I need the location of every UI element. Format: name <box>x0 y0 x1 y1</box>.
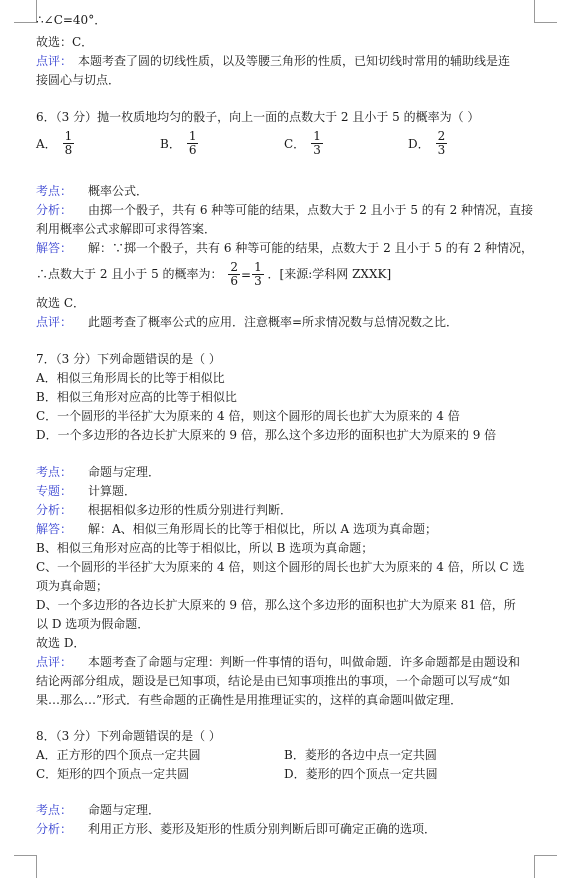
option-letter: D． <box>408 137 430 151</box>
analysis-text: 根据相似多边形的性质分别进行判断． <box>88 503 293 517</box>
q8-analysis <box>36 820 541 839</box>
fraction-denominator: 6 <box>230 274 238 288</box>
corner-mark-bottom-right <box>534 855 557 878</box>
q7-option-d: D．一个多边形的各边长扩大原来的 9 倍，那么这个多边形的面积也扩大为原来的 9 倍 <box>36 428 497 442</box>
review-line <box>36 52 541 71</box>
kp-text: 命题与定理． <box>88 803 161 817</box>
q7-topic <box>36 482 541 501</box>
q7-solution-d: D、一个多边形的各边长扩大原来的 9 倍，那么这个多边形的面积也扩大为原来 81 倍，所 <box>36 598 516 612</box>
q8-knowledge-point <box>36 801 541 820</box>
fraction <box>187 130 199 157</box>
review-text: 本题考查了命题与定理：判断一件事情的语句，叫做命题．许多命题都是由题设和 <box>88 655 521 669</box>
fraction-denominator: 8 <box>64 143 73 157</box>
analysis-text: 利用正方形、菱形及矩形的性质分别判断后即可确定正确的选项． <box>88 822 437 836</box>
option-letter: A． <box>36 137 57 151</box>
q6-option-a <box>36 130 74 157</box>
q8-option-d: D．菱形的四个顶点一定共圆 <box>284 767 438 781</box>
solution-label: 解答： <box>36 522 73 536</box>
fraction <box>252 261 264 288</box>
q7-review <box>36 653 541 672</box>
q6-option-c <box>284 130 323 157</box>
probability-equation: $\frac{2}{6}$ = $\frac{1}{3}$ <box>230 260 262 288</box>
q6-option-b <box>160 130 198 157</box>
q7-solution <box>36 520 541 539</box>
fraction-numerator: 1 <box>313 129 321 143</box>
q7-choice: 故选 D． <box>36 636 86 650</box>
q7-knowledge-point <box>36 463 541 482</box>
fraction <box>63 130 75 157</box>
kp-label: 考点： <box>36 465 73 479</box>
q7-analysis <box>36 501 541 520</box>
option-letter: B． <box>160 137 181 151</box>
analysis-label: 分析： <box>36 503 73 517</box>
q8-stem: 8．（3 分）下列命题错误的是（ ） <box>36 729 221 743</box>
q7-stem: 7．（3 分）下列命题错误的是（ ） <box>36 352 221 366</box>
fraction-numerator: 1 <box>188 129 197 143</box>
q7-solution-d-cont: 以 D 选项为假命题． <box>36 617 150 631</box>
fraction <box>228 261 240 288</box>
q6-analysis-cont: 利用概率公式求解即可求得答案． <box>36 222 217 236</box>
solution-text: 解：A、相似三角形周长的比等于相似比，所以 A 选项为真命题； <box>88 522 437 536</box>
solution-text: 解：∵掷一个骰子，共有 6 种等可能的结果，点数大于 2 且小于 5 的有 2 种情况， <box>88 241 534 255</box>
analysis-label: 分析： <box>36 822 73 836</box>
q6-stem: 6．（3 分）抛一枚质地均匀的骰子，向上一面的点数大于 2 且小于 5 的概率为（ ） <box>36 110 480 124</box>
review-label: 点评： <box>36 655 73 669</box>
fraction-denominator: 3 <box>437 143 446 157</box>
q6-review <box>36 313 541 332</box>
review-label: 点评： <box>36 54 73 68</box>
q7-solution-b: B、相似三角形对应高的比等于相似比，所以 B 选项为真命题； <box>36 541 374 555</box>
probability-prefix: ∴点数大于 2 且小于 5 的概率为： <box>36 267 223 281</box>
review-continued: 接圆心与切点． <box>36 73 121 87</box>
q7-solution-c-cont: 项为真命题； <box>36 579 109 593</box>
fraction-numerator: 2 <box>230 260 238 274</box>
corner-mark-bottom-left <box>14 855 37 878</box>
kp-text: 概率公式． <box>88 184 149 198</box>
solution-label: 解答： <box>36 241 73 255</box>
analysis-text: 由掷一个骰子，共有 6 种等可能的结果，点数大于 2 且小于 5 的有 2 种情况，直接 <box>88 203 534 217</box>
q6-choice: 故选 C． <box>36 296 85 310</box>
kp-label: 考点： <box>36 184 73 198</box>
q7-option-c: C．一个圆形的半径扩大为原来的 4 倍，则这个圆形的周长也扩大为原来的 4 倍 <box>36 409 460 423</box>
fraction-denominator: 3 <box>313 143 321 157</box>
analysis-label: 分析： <box>36 203 73 217</box>
review-label: 点评： <box>36 315 73 329</box>
angle-result: ∴∠C=40°． <box>36 13 107 27</box>
review-text: 本题考查了圆的切线性质，以及等腰三角形的性质，已知切线时常用的辅助线是连 <box>78 54 511 68</box>
corner-mark-top-left <box>14 0 37 23</box>
review-text: 此题考查了概率公式的应用．注意概率=所求情况数与总情况数之比． <box>88 315 459 329</box>
q8-option-c: C．矩形的四个顶点一定共圆 <box>36 767 190 781</box>
q7-option-b: B．相似三角形对应高的比等于相似比 <box>36 390 237 404</box>
fraction-numerator: 1 <box>64 129 73 143</box>
choice-line: 故选：C． <box>36 35 94 49</box>
q7-solution-c: C、一个圆形的半径扩大为原来的 4 倍，则这个圆形的周长也扩大为原来的 4 倍，所以 C 选 <box>36 560 525 574</box>
q6-probability-line <box>36 260 541 289</box>
option-letter: C． <box>284 137 306 151</box>
topic-label: 专题： <box>36 484 73 498</box>
fraction-denominator: 6 <box>188 143 197 157</box>
source-note: ．[来源:学科网 ZXXK] <box>267 267 392 281</box>
q7-review-cont-2: 果…那么…”形式．有些命题的正确性是用推理证实的，这样的真命题叫做定理． <box>36 693 463 707</box>
q8-option-b: B．菱形的各边中点一定共圆 <box>284 748 437 762</box>
q8-option-a: A．正方形的四个顶点一定共圆 <box>36 748 201 762</box>
fraction <box>436 130 448 157</box>
q7-option-a: A．相似三角形周长的比等于相似比 <box>36 371 225 385</box>
q7-review-cont: 结论两部分组成，题设是已知事项，结论是由已知事项推出的事项，一个命题可以写成“如 <box>36 674 511 688</box>
kp-text: 命题与定理． <box>88 465 161 479</box>
fraction-numerator: 1 <box>254 260 262 274</box>
topic-text: 计算题． <box>88 484 137 498</box>
fraction-denominator: 3 <box>254 274 262 288</box>
fraction-numerator: 2 <box>437 129 446 143</box>
kp-label: 考点： <box>36 803 73 817</box>
q6-analysis <box>36 201 541 220</box>
q6-knowledge-point <box>36 182 541 201</box>
q6-option-d <box>408 130 447 157</box>
q6-solution <box>36 239 541 258</box>
fraction <box>311 130 323 157</box>
